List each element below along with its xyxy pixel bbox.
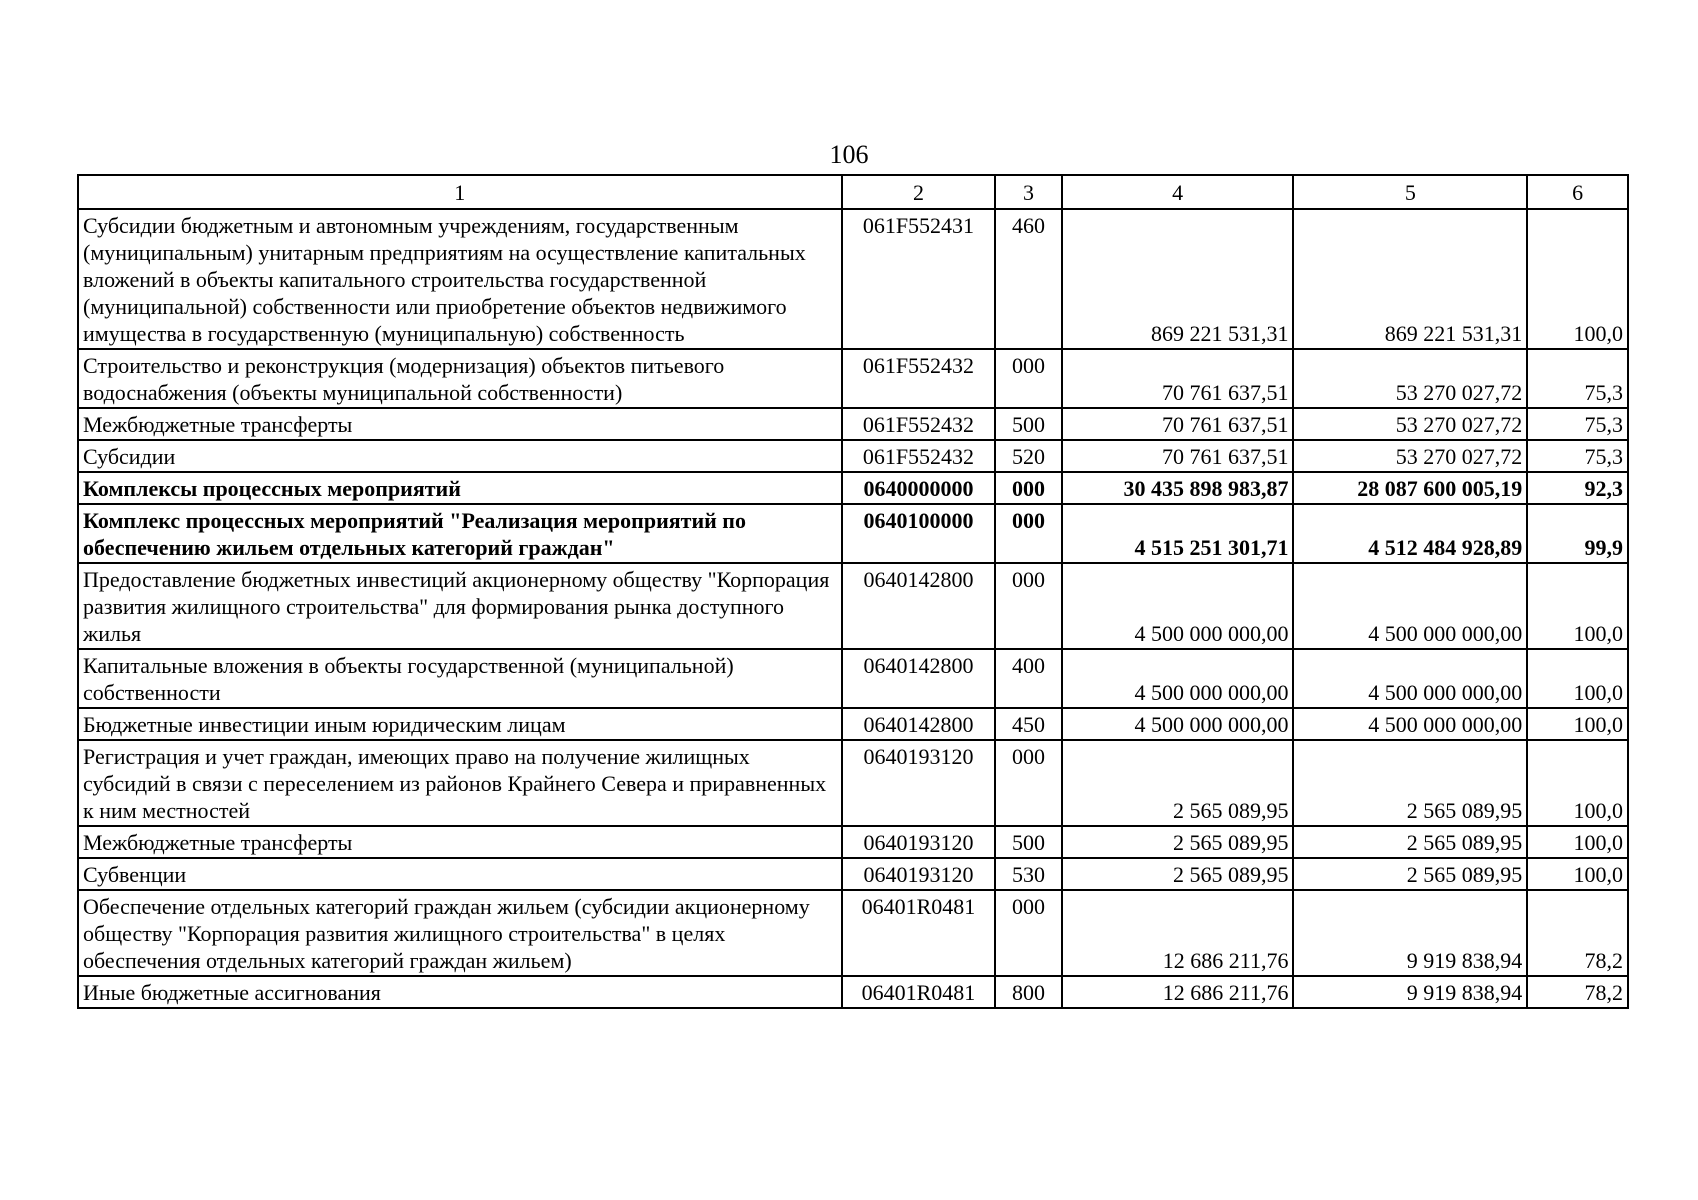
row-fact-amount-cell: 28 087 600 005,19: [1293, 472, 1527, 504]
row-code-cell: 0640193120: [842, 826, 996, 858]
row-fact-amount-cell: 53 270 027,72: [1293, 349, 1527, 408]
row-plan-amount-cell: 4 500 000 000,00: [1062, 563, 1294, 649]
row-plan-amount-cell: 70 761 637,51: [1062, 440, 1294, 472]
row-type-cell: 530: [995, 858, 1061, 890]
table-row: [78, 890, 1628, 976]
column-header: 1: [78, 175, 842, 209]
row-plan-amount-cell: 70 761 637,51: [1062, 349, 1294, 408]
table-row: [78, 408, 1628, 440]
column-header: 5: [1293, 175, 1527, 209]
row-fact-amount-cell: 2 565 089,95: [1293, 740, 1527, 826]
row-code-cell: 0640193120: [842, 740, 996, 826]
row-plan-amount-cell: 4 515 251 301,71: [1062, 504, 1294, 563]
row-name-cell: Комплексы процессных мероприятий: [78, 472, 842, 504]
row-type-cell: 000: [995, 890, 1061, 976]
row-percent-cell: 78,2: [1527, 976, 1628, 1008]
row-code-cell: 06401R0481: [842, 976, 996, 1008]
row-type-cell: 000: [995, 349, 1061, 408]
row-type-cell: 000: [995, 504, 1061, 563]
row-plan-amount-cell: 4 500 000 000,00: [1062, 649, 1294, 708]
row-type-cell: 400: [995, 649, 1061, 708]
row-fact-amount-cell: 2 565 089,95: [1293, 858, 1527, 890]
column-header: 2: [842, 175, 996, 209]
row-name-cell: Межбюджетные трансферты: [78, 826, 842, 858]
table-row: [78, 649, 1628, 708]
column-header: 6: [1527, 175, 1628, 209]
row-fact-amount-cell: 2 565 089,95: [1293, 826, 1527, 858]
row-code-cell: 0640100000: [842, 504, 996, 563]
table-row: [78, 708, 1628, 740]
row-name-cell: Субсидии: [78, 440, 842, 472]
row-name-cell: Предоставление бюджетных инвестиций акционерному обществу "Корпорация развития жилищного строительства" для формирования рынка доступного жилья: [78, 563, 842, 649]
table-row: [78, 740, 1628, 826]
row-type-cell: 450: [995, 708, 1061, 740]
row-plan-amount-cell: 70 761 637,51: [1062, 408, 1294, 440]
table-row: [78, 209, 1628, 349]
row-type-cell: 500: [995, 408, 1061, 440]
row-code-cell: 061F552431: [842, 209, 996, 349]
row-name-cell: Иные бюджетные ассигнования: [78, 976, 842, 1008]
row-plan-amount-cell: 2 565 089,95: [1062, 858, 1294, 890]
row-name-cell: Регистрация и учет граждан, имеющих право на получение жилищных субсидий в связи с переселением из районов Крайнего Севера и приравненных к ним местностей: [78, 740, 842, 826]
row-code-cell: 0640142800: [842, 649, 996, 708]
row-type-cell: 800: [995, 976, 1061, 1008]
row-percent-cell: 99,9: [1527, 504, 1628, 563]
table-row: [78, 440, 1628, 472]
row-percent-cell: 78,2: [1527, 890, 1628, 976]
row-name-cell: Межбюджетные трансферты: [78, 408, 842, 440]
page-number: 106: [829, 140, 869, 169]
row-code-cell: 0640000000: [842, 472, 996, 504]
row-plan-amount-cell: 4 500 000 000,00: [1062, 708, 1294, 740]
row-plan-amount-cell: 2 565 089,95: [1062, 826, 1294, 858]
table-row: [78, 976, 1628, 1008]
row-plan-amount-cell: 12 686 211,76: [1062, 890, 1294, 976]
table-row: [78, 826, 1628, 858]
row-type-cell: 000: [995, 740, 1061, 826]
row-plan-amount-cell: 30 435 898 983,87: [1062, 472, 1294, 504]
row-percent-cell: 75,3: [1527, 408, 1628, 440]
row-code-cell: 061F552432: [842, 440, 996, 472]
row-fact-amount-cell: 4 500 000 000,00: [1293, 708, 1527, 740]
table-body: [78, 209, 1628, 1008]
column-header: 3: [995, 175, 1061, 209]
row-type-cell: 000: [995, 563, 1061, 649]
row-fact-amount-cell: 869 221 531,31: [1293, 209, 1527, 349]
row-name-cell: Капитальные вложения в объекты государственной (муниципальной) собственности: [78, 649, 842, 708]
row-code-cell: 0640142800: [842, 563, 996, 649]
row-type-cell: 500: [995, 826, 1061, 858]
column-number-row: [78, 175, 1628, 209]
row-name-cell: Строительство и реконструкция (модернизация) объектов питьевого водоснабжения (объекты муниципальной собственности): [78, 349, 842, 408]
row-percent-cell: 100,0: [1527, 209, 1628, 349]
row-code-cell: 061F552432: [842, 349, 996, 408]
table-row: [78, 858, 1628, 890]
row-fact-amount-cell: 4 500 000 000,00: [1293, 563, 1527, 649]
row-percent-cell: 75,3: [1527, 440, 1628, 472]
row-percent-cell: 100,0: [1527, 826, 1628, 858]
row-percent-cell: 100,0: [1527, 649, 1628, 708]
row-percent-cell: 100,0: [1527, 563, 1628, 649]
budget-table: [77, 174, 1629, 1009]
row-fact-amount-cell: 4 512 484 928,89: [1293, 504, 1527, 563]
row-code-cell: 0640142800: [842, 708, 996, 740]
column-header: 4: [1062, 175, 1294, 209]
row-percent-cell: 100,0: [1527, 708, 1628, 740]
table-row: [78, 472, 1628, 504]
row-fact-amount-cell: 4 500 000 000,00: [1293, 649, 1527, 708]
row-code-cell: 06401R0481: [842, 890, 996, 976]
row-name-cell: Обеспечение отдельных категорий граждан жильем (субсидии акционерному обществу "Корпорация развития жилищного строительства" в целях обеспечения отдельных категорий граждан жильем): [78, 890, 842, 976]
table-row: [78, 504, 1628, 563]
table-row: [78, 563, 1628, 649]
row-percent-cell: 75,3: [1527, 349, 1628, 408]
row-fact-amount-cell: 9 919 838,94: [1293, 890, 1527, 976]
row-fact-amount-cell: 53 270 027,72: [1293, 440, 1527, 472]
row-type-cell: 460: [995, 209, 1061, 349]
row-name-cell: Бюджетные инвестиции иным юридическим лицам: [78, 708, 842, 740]
row-plan-amount-cell: 12 686 211,76: [1062, 976, 1294, 1008]
row-plan-amount-cell: 2 565 089,95: [1062, 740, 1294, 826]
row-type-cell: 000: [995, 472, 1061, 504]
row-name-cell: Комплекс процессных мероприятий "Реализация мероприятий по обеспечению жильем отдельных категорий граждан": [78, 504, 842, 563]
row-plan-amount-cell: 869 221 531,31: [1062, 209, 1294, 349]
table-row: [78, 349, 1628, 408]
row-percent-cell: 100,0: [1527, 858, 1628, 890]
row-percent-cell: 92,3: [1527, 472, 1628, 504]
row-fact-amount-cell: 9 919 838,94: [1293, 976, 1527, 1008]
row-code-cell: 0640193120: [842, 858, 996, 890]
row-fact-amount-cell: 53 270 027,72: [1293, 408, 1527, 440]
row-name-cell: Субвенции: [78, 858, 842, 890]
row-percent-cell: 100,0: [1527, 740, 1628, 826]
row-code-cell: 061F552432: [842, 408, 996, 440]
row-name-cell: Субсидии бюджетным и автономным учреждениям, государственным (муниципальным) унитарным предприятиям на осуществление капитальных вложений в объекты капитального строительства государственной (муниципальной) собственности или приобретение объектов недвижимого имущества в государственную (муниципальную) собственность: [78, 209, 842, 349]
row-type-cell: 520: [995, 440, 1061, 472]
